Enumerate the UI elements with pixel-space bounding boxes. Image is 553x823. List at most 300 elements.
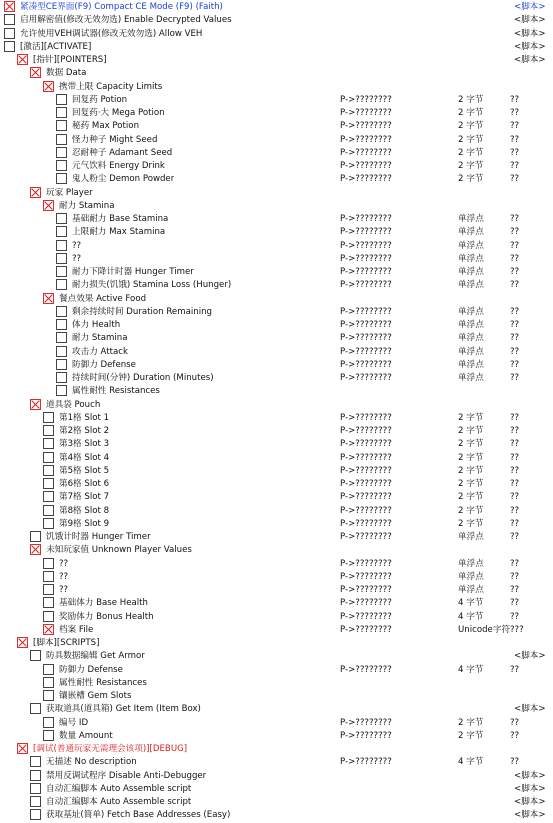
- row-address: P->????????: [340, 598, 392, 609]
- table-row[interactable]: [0, 346, 553, 359]
- table-row[interactable]: [0, 120, 553, 133]
- checkbox-icon[interactable]: [30, 770, 41, 781]
- row-type: 单浮点: [458, 306, 484, 317]
- row-description: 忍耐种子 Adamant Seed: [72, 147, 173, 158]
- row-description: [激活][ACTIVATE]: [20, 41, 92, 52]
- table-row[interactable]: [0, 319, 553, 332]
- checked-checkbox-icon[interactable]: [30, 67, 41, 78]
- checkbox-icon[interactable]: [56, 319, 67, 330]
- row-address: P->????????: [340, 134, 392, 145]
- table-row[interactable]: [0, 611, 553, 624]
- row-value: ??: [510, 94, 520, 105]
- row-description: 怪力种子 Might Seed: [72, 134, 158, 145]
- row-value: ??: [510, 558, 520, 569]
- row-type: 2 字节: [458, 412, 484, 423]
- row-type: 2 字节: [458, 174, 484, 185]
- row-value: ??: [510, 134, 520, 145]
- row-type: 单浮点: [458, 373, 484, 383]
- row-description: 元气饮料 Energy Drink: [72, 161, 165, 171]
- row-address: P->????????: [340, 439, 392, 450]
- row-description: 防御力 Defense: [72, 359, 136, 370]
- row-type: 2 字节: [458, 147, 484, 158]
- checkbox-icon[interactable]: [30, 531, 41, 542]
- table-row[interactable]: [0, 200, 553, 213]
- row-description: 道具袋 Pouch: [46, 399, 101, 410]
- checkbox-icon[interactable]: [56, 372, 67, 383]
- row-description: 耐力 Stamina: [72, 333, 128, 344]
- row-address: P->????????: [340, 532, 392, 542]
- checked-checkbox-icon[interactable]: [30, 399, 41, 410]
- row-description: 第1格 Slot 1: [59, 412, 110, 423]
- table-row[interactable]: [0, 412, 553, 425]
- row-value: ???: [510, 624, 524, 635]
- row-description: 获取道具(道具箱) Get Item (Item Box): [46, 704, 201, 715]
- table-row[interactable]: [0, 531, 553, 544]
- row-description: ??: [59, 571, 69, 582]
- checkbox-icon[interactable]: [56, 332, 67, 343]
- row-description: 奖励体力 Bonus Health: [59, 611, 154, 622]
- row-value: ??: [510, 426, 520, 436]
- row-description: [脚本][SCRIPTS]: [33, 638, 100, 648]
- table-row[interactable]: [0, 770, 553, 783]
- row-type: 单浮点: [458, 571, 484, 582]
- table-row[interactable]: [0, 266, 553, 279]
- row-value: ??: [510, 439, 520, 450]
- row-value: ??: [510, 227, 520, 238]
- table-row[interactable]: [0, 783, 553, 796]
- row-value: ??: [510, 611, 520, 622]
- row-address: P->????????: [340, 558, 392, 569]
- checkbox-icon[interactable]: [30, 796, 41, 807]
- row-type: 2 字节: [458, 426, 484, 436]
- row-description: 允许使用VEH调试器(修改无效勿选) Allow VEH: [20, 28, 203, 39]
- row-type: 2 字节: [458, 730, 484, 741]
- row-description: 携带上限 Capacity Limits: [59, 81, 163, 92]
- checkbox-icon[interactable]: [43, 518, 54, 529]
- row-description: 档案 File: [59, 624, 94, 635]
- row-description: 基础耐力 Base Stamina: [72, 214, 169, 224]
- row-type: 2 字节: [458, 452, 484, 463]
- table-row[interactable]: [0, 293, 553, 306]
- table-row[interactable]: [0, 253, 553, 266]
- checkbox-icon[interactable]: [4, 14, 15, 25]
- table-row[interactable]: [0, 332, 553, 345]
- table-row[interactable]: [0, 67, 553, 80]
- row-description: 紧凑型CE界面(F9) Compact CE Mode (F9) (Faith): [20, 2, 223, 12]
- table-row[interactable]: [0, 160, 553, 173]
- row-value: ??: [510, 452, 520, 463]
- row-value: <脚本>: [514, 797, 546, 807]
- table-row[interactable]: [0, 677, 553, 690]
- row-description: 回复药·大 Mega Potion: [72, 108, 165, 118]
- row-value: <脚本>: [514, 41, 546, 52]
- row-value: ??: [510, 532, 520, 542]
- row-type: 单浮点: [458, 280, 484, 291]
- row-description: ??: [59, 585, 69, 595]
- row-description: [调试(普通玩家无需理会该项)][DEBUG]: [33, 744, 188, 754]
- row-description: 启用解密值(修改无效勿选) Enable Decrypted Values: [20, 15, 232, 26]
- row-type: 2 字节: [458, 717, 484, 728]
- checkbox-icon[interactable]: [56, 240, 67, 251]
- row-type: 单浮点: [458, 585, 484, 595]
- row-value: ??: [510, 240, 520, 251]
- row-description: 秘药 Max Potion: [72, 121, 140, 132]
- row-type: 4 字节: [458, 757, 484, 768]
- row-value: <脚本>: [514, 704, 546, 715]
- row-description: 属性耐性 Resistances: [59, 677, 147, 688]
- table-row[interactable]: [0, 213, 553, 226]
- row-type: 2 字节: [458, 94, 484, 105]
- row-value: <脚本>: [514, 651, 546, 662]
- checkbox-icon[interactable]: [56, 266, 67, 277]
- row-value: <脚本>: [514, 15, 546, 26]
- checkbox-icon[interactable]: [43, 717, 54, 728]
- row-address: P->????????: [340, 611, 392, 622]
- row-type: 2 字节: [458, 161, 484, 171]
- table-row[interactable]: [0, 173, 553, 186]
- row-description: 第4格 Slot 4: [59, 452, 110, 463]
- table-row[interactable]: [0, 756, 553, 769]
- checkbox-icon[interactable]: [43, 465, 54, 476]
- checked-checkbox-icon[interactable]: [30, 187, 41, 198]
- checkbox-icon[interactable]: [30, 756, 41, 767]
- table-row[interactable]: [0, 730, 553, 743]
- row-description: 数据 Data: [46, 68, 87, 79]
- row-value: ??: [510, 598, 520, 609]
- row-type: 单浮点: [458, 267, 484, 277]
- row-address: P->????????: [340, 227, 392, 238]
- row-value: <脚本>: [514, 28, 546, 39]
- table-row[interactable]: [0, 584, 553, 597]
- row-value: ??: [510, 147, 520, 158]
- table-row[interactable]: [0, 624, 553, 637]
- row-description: 获取基址(简单) Fetch Base Addresses (Easy): [46, 810, 231, 821]
- table-row[interactable]: [0, 41, 553, 54]
- row-type: 2 字节: [458, 518, 484, 529]
- row-address: P->????????: [340, 121, 392, 132]
- row-value: ??: [510, 121, 520, 132]
- checked-checkbox-icon[interactable]: [43, 293, 54, 304]
- row-description: 第7格 Slot 7: [59, 492, 110, 503]
- row-value: ??: [510, 320, 520, 330]
- row-type: 4 字节: [458, 611, 484, 622]
- row-type: 单浮点: [458, 240, 484, 251]
- checkbox-icon[interactable]: [43, 664, 54, 675]
- checkbox-icon[interactable]: [56, 160, 67, 171]
- row-description: 饥饿计时器 Hunger Timer: [46, 532, 151, 542]
- row-description: 持续时间(分钟) Duration (Minutes): [72, 373, 214, 383]
- checkbox-icon[interactable]: [43, 505, 54, 516]
- row-value: <脚本>: [514, 810, 546, 821]
- table-row[interactable]: [0, 664, 553, 677]
- row-value: ??: [510, 730, 520, 741]
- table-row[interactable]: [0, 107, 553, 120]
- checkbox-icon[interactable]: [56, 147, 67, 158]
- row-description: 第5格 Slot 5: [59, 465, 110, 476]
- row-value: <脚本>: [514, 2, 546, 12]
- checkbox-icon[interactable]: [56, 279, 67, 290]
- row-address: P->????????: [340, 585, 392, 595]
- row-type: 单浮点: [458, 320, 484, 330]
- row-description: 属性耐性 Resistances: [72, 386, 160, 397]
- checkbox-icon[interactable]: [56, 253, 67, 264]
- row-description: 鬼人粉尘 Demon Powder: [72, 174, 175, 185]
- row-description: 第9格 Slot 9: [59, 518, 110, 529]
- checkbox-icon[interactable]: [56, 385, 67, 396]
- row-description: 回复药 Potion: [72, 94, 128, 105]
- checked-checkbox-icon[interactable]: [17, 54, 28, 65]
- table-row[interactable]: [0, 743, 553, 756]
- checkbox-icon[interactable]: [43, 597, 54, 608]
- row-type: 单浮点: [458, 253, 484, 264]
- row-description: 耐力下降计时器 Hunger Timer: [72, 267, 194, 277]
- checkbox-icon[interactable]: [56, 120, 67, 131]
- row-type: 单浮点: [458, 532, 484, 542]
- row-type: 单浮点: [458, 558, 484, 569]
- row-description: 编号 ID: [59, 717, 89, 728]
- checkbox-icon[interactable]: [56, 359, 67, 370]
- table-row[interactable]: [0, 399, 553, 412]
- row-address: P->????????: [340, 320, 392, 330]
- row-type: 单浮点: [458, 346, 484, 357]
- row-type: 2 字节: [458, 121, 484, 132]
- table-row[interactable]: [0, 240, 553, 253]
- checked-checkbox-icon[interactable]: [43, 624, 54, 635]
- row-value: ??: [510, 333, 520, 344]
- row-address: P->????????: [340, 518, 392, 529]
- table-row[interactable]: [0, 226, 553, 239]
- checkbox-icon[interactable]: [43, 690, 54, 701]
- row-value: ??: [510, 465, 520, 476]
- table-row[interactable]: [0, 438, 553, 451]
- checkbox-icon[interactable]: [4, 28, 15, 39]
- row-value: <脚本>: [514, 783, 546, 794]
- table-row[interactable]: [0, 385, 553, 398]
- checkbox-icon[interactable]: [56, 226, 67, 237]
- row-address: P->????????: [340, 147, 392, 158]
- row-value: ??: [510, 214, 520, 224]
- checkbox-icon[interactable]: [56, 107, 67, 118]
- table-row[interactable]: [0, 637, 553, 650]
- row-description: 第6格 Slot 6: [59, 479, 110, 489]
- checked-checkbox-icon[interactable]: [17, 743, 28, 754]
- row-type: 2 字节: [458, 479, 484, 489]
- row-description: [指针][POINTERS]: [33, 55, 107, 65]
- row-address: P->????????: [340, 280, 392, 291]
- row-value: <脚本>: [514, 55, 546, 65]
- row-address: P->????????: [340, 505, 392, 516]
- row-address: P->????????: [340, 664, 392, 675]
- row-address: P->????????: [340, 624, 392, 635]
- table-row[interactable]: [0, 544, 553, 557]
- row-value: ??: [510, 505, 520, 516]
- table-row[interactable]: [0, 54, 553, 67]
- row-address: P->????????: [340, 426, 392, 436]
- checkbox-icon[interactable]: [56, 346, 67, 357]
- checkbox-icon[interactable]: [56, 306, 67, 317]
- checkbox-icon[interactable]: [43, 730, 54, 741]
- checkbox-icon[interactable]: [56, 173, 67, 184]
- row-type: 单浮点: [458, 214, 484, 224]
- table-row[interactable]: [0, 796, 553, 809]
- row-value: ??: [510, 253, 520, 264]
- row-description: 数量 Amount: [59, 730, 113, 741]
- checkbox-icon[interactable]: [43, 584, 54, 595]
- checkbox-icon[interactable]: [43, 558, 54, 569]
- row-address: P->????????: [340, 412, 392, 423]
- table-row[interactable]: [0, 372, 553, 385]
- row-type: 单浮点: [458, 333, 484, 344]
- checkbox-icon[interactable]: [30, 650, 41, 661]
- table-row[interactable]: [0, 452, 553, 465]
- row-description: 攻击力 Attack: [72, 346, 128, 357]
- row-type: 2 字节: [458, 108, 484, 118]
- table-row[interactable]: [0, 491, 553, 504]
- row-value: ??: [510, 757, 520, 768]
- row-description: ??: [59, 558, 69, 569]
- row-address: P->????????: [340, 571, 392, 582]
- row-value: ??: [510, 518, 520, 529]
- row-description: 剩余持续时间 Duration Remaining: [72, 306, 212, 317]
- checkbox-icon[interactable]: [30, 783, 41, 794]
- row-address: P->????????: [340, 479, 392, 489]
- row-value: ??: [510, 492, 520, 503]
- row-address: P->????????: [340, 240, 392, 251]
- row-description: 防御力 Defense: [59, 664, 123, 675]
- row-description: 第8格 Slot 8: [59, 505, 110, 516]
- checkbox-icon[interactable]: [43, 611, 54, 622]
- table-row[interactable]: [0, 650, 553, 663]
- checkbox-icon[interactable]: [43, 491, 54, 502]
- row-description: 基础体力 Base Health: [59, 598, 148, 609]
- row-value: ??: [510, 267, 520, 277]
- checked-checkbox-icon[interactable]: [43, 200, 54, 211]
- row-address: P->????????: [340, 306, 392, 317]
- table-row[interactable]: [0, 478, 553, 491]
- row-address: P->????????: [340, 452, 392, 463]
- table-row[interactable]: [0, 359, 553, 372]
- row-address: P->????????: [340, 161, 392, 171]
- row-value: ??: [510, 359, 520, 370]
- table-row[interactable]: [0, 81, 553, 94]
- checkbox-icon[interactable]: [56, 134, 67, 145]
- row-type: 2 字节: [458, 492, 484, 503]
- checkbox-icon[interactable]: [43, 438, 54, 449]
- row-description: 体力 Health: [72, 320, 121, 330]
- checked-checkbox-icon[interactable]: [17, 637, 28, 648]
- checked-checkbox-icon[interactable]: [4, 1, 15, 12]
- checkbox-icon[interactable]: [43, 452, 54, 463]
- table-row[interactable]: [0, 279, 553, 292]
- checkbox-icon[interactable]: [4, 41, 15, 52]
- row-address: P->????????: [340, 373, 392, 383]
- table-row[interactable]: [0, 147, 553, 160]
- row-value: ??: [510, 306, 520, 317]
- checked-checkbox-icon[interactable]: [30, 544, 41, 555]
- table-row[interactable]: [0, 717, 553, 730]
- checkbox-icon[interactable]: [43, 571, 54, 582]
- row-value: ??: [510, 346, 520, 357]
- row-description: ??: [72, 253, 82, 264]
- row-description: 自动汇编脚本 Auto Assemble script: [46, 797, 192, 807]
- row-address: P->????????: [340, 359, 392, 370]
- row-description: 第3格 Slot 3: [59, 439, 110, 450]
- row-type: 4 字节: [458, 664, 484, 675]
- row-value: ??: [510, 664, 520, 675]
- row-type: 2 字节: [458, 505, 484, 516]
- row-description: 自动汇编脚本 Auto Assemble script: [46, 783, 192, 794]
- row-type: 单浮点: [458, 227, 484, 238]
- table-row[interactable]: [0, 597, 553, 610]
- table-row[interactable]: [0, 465, 553, 478]
- table-row[interactable]: [0, 518, 553, 531]
- row-description: ??: [72, 240, 82, 251]
- table-row[interactable]: [0, 558, 553, 571]
- table-row[interactable]: [0, 571, 553, 584]
- checkbox-icon[interactable]: [43, 412, 54, 423]
- table-row[interactable]: [0, 306, 553, 319]
- checkbox-icon[interactable]: [56, 213, 67, 224]
- row-description: 耐力 Stamina: [59, 200, 115, 211]
- table-row[interactable]: [0, 809, 553, 822]
- checked-checkbox-icon[interactable]: [43, 81, 54, 92]
- table-row[interactable]: [0, 425, 553, 438]
- row-address: P->????????: [340, 346, 392, 357]
- row-description: 餐点效果 Active Food: [59, 293, 147, 304]
- table-row[interactable]: [0, 28, 553, 41]
- row-value: ??: [510, 571, 520, 582]
- row-value: ??: [510, 280, 520, 291]
- table-row[interactable]: [0, 134, 553, 147]
- table-row[interactable]: [0, 187, 553, 200]
- row-type: 单浮点: [458, 359, 484, 370]
- row-description: 防具数据编辑 Get Armor: [46, 651, 145, 662]
- table-row[interactable]: [0, 94, 553, 107]
- row-address: P->????????: [340, 717, 392, 728]
- row-value: ??: [510, 108, 520, 118]
- table-row[interactable]: [0, 14, 553, 27]
- checkbox-icon[interactable]: [43, 478, 54, 489]
- table-row[interactable]: [0, 703, 553, 716]
- checkbox-icon[interactable]: [56, 94, 67, 105]
- row-value: ??: [510, 479, 520, 489]
- row-description: 无描述 No description: [46, 757, 137, 768]
- row-type: 2 字节: [458, 439, 484, 450]
- table-row[interactable]: [0, 505, 553, 518]
- row-address: P->????????: [340, 267, 392, 277]
- row-address: P->????????: [340, 730, 392, 741]
- row-description: 镶嵌槽 Gem Slots: [59, 691, 132, 701]
- checkbox-icon[interactable]: [30, 809, 41, 820]
- row-address: P->????????: [340, 465, 392, 476]
- checkbox-icon[interactable]: [30, 703, 41, 714]
- row-address: P->????????: [340, 757, 392, 768]
- checkbox-icon[interactable]: [43, 677, 54, 688]
- row-value: ??: [510, 373, 520, 383]
- row-address: P->????????: [340, 333, 392, 344]
- row-description: 玩家 Player: [46, 187, 93, 198]
- row-type: 2 字节: [458, 465, 484, 476]
- row-type: 2 字节: [458, 134, 484, 145]
- checkbox-icon[interactable]: [43, 425, 54, 436]
- row-address: P->????????: [340, 253, 392, 264]
- row-value: ??: [510, 412, 520, 423]
- row-value: ??: [510, 174, 520, 185]
- row-description: 禁用反调试程序 Disable Anti-Debugger: [46, 770, 207, 781]
- table-row[interactable]: [0, 1, 553, 14]
- table-row[interactable]: [0, 690, 553, 703]
- row-address: P->????????: [340, 108, 392, 118]
